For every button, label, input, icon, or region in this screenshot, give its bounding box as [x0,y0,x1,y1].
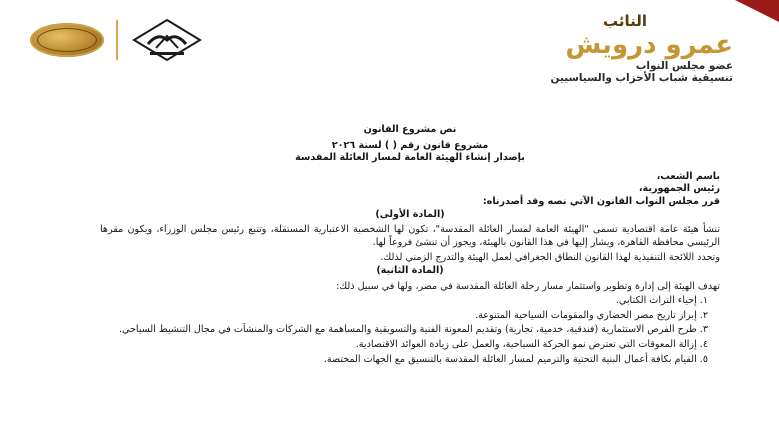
parliament-emblem-icon [30,23,104,57]
article-1-text: تنشأ هيئة عامة اقتصادية تسمى "الهيئة العامة لمسار العائلة المقدسة"، تكون لها الشخصية الاعتبارية المستقلة، وتتبع رئيس مجلس الوزراء، ويكون مقرها الرئيسي محافظة القاهرة، ويشار إليها في هذا القانون بالهيئة، ويجوز أن تنشئ فروعاً لها. [100,224,720,248]
article-1-title: (المادة الأولى) [375,208,445,220]
mp-title: النائب [602,12,647,30]
list-item: ٥. القيام بكافة أعمال البنية التحتية والترميم لمسار العائلة المقدسة بالتنسيق مع الجهات المختصة. [323,353,708,365]
mp-role: عضو مجلس النواب [635,60,733,72]
list-item: ٢. إبراز تاريخ مصر الحضاري والمقومات السياحية المتنوعة. [475,309,708,321]
corner-ribbon [735,0,779,22]
bill-subject: بإصدار إنشاء الهيئة العامة لمسار العائلة المقدسة [295,152,525,164]
mp-header [551,12,733,84]
party-logo-icon [130,18,204,62]
list-item: ١. إحياء التراث الكتابي. [615,295,708,307]
bill-heading: نص مشروع القانون [363,124,457,135]
article-2-title: (المادة الثانية) [376,264,444,276]
article-1-text2: وتحدد اللائحة التنفيذية لهذا القانون النطاق الجغرافي لعمل الهيئة والتدرج الزمني لذلك. [380,252,720,264]
bill-document [100,124,720,368]
mp-affiliation: تنسيقية شباب الأحزاب والسياسيين [550,72,733,84]
article-2-list [100,295,720,366]
preamble-line: قرر مجلس النواب القانون الآتي نصه وقد أصدرناه: [482,195,720,207]
list-item: ٤. إزالة المعوقات التي تعترض نمو الحركة السياحية، والعمل على زيادة العوائد الاقتصادية. [355,338,708,350]
preamble-line: رئيس الجمهورية، [638,183,720,195]
logo-divider [116,20,118,60]
article-2-intro: تهدف الهيئة إلى إدارة وتطوير واستثمار مسار رحلة العائلة المقدسة في مصر، ولها في سبيل ذلك: [336,280,720,292]
list-item: ٣. طرح الفرص الاستثمارية (فندقية، خدمية، تجارية) وتقديم المعونة الفنية والتسويقية والمساهمة مع الشركات والمنشآت في مجال التنشيط السياحي. [118,324,708,336]
preamble-line: باسم الشعب، [656,170,720,182]
bill-number: مشروع قانون رقم ( ) لسنة ٢٠٢٦ [331,139,489,151]
mp-name: عمرو درويش [565,30,733,60]
logo-group [30,18,204,62]
